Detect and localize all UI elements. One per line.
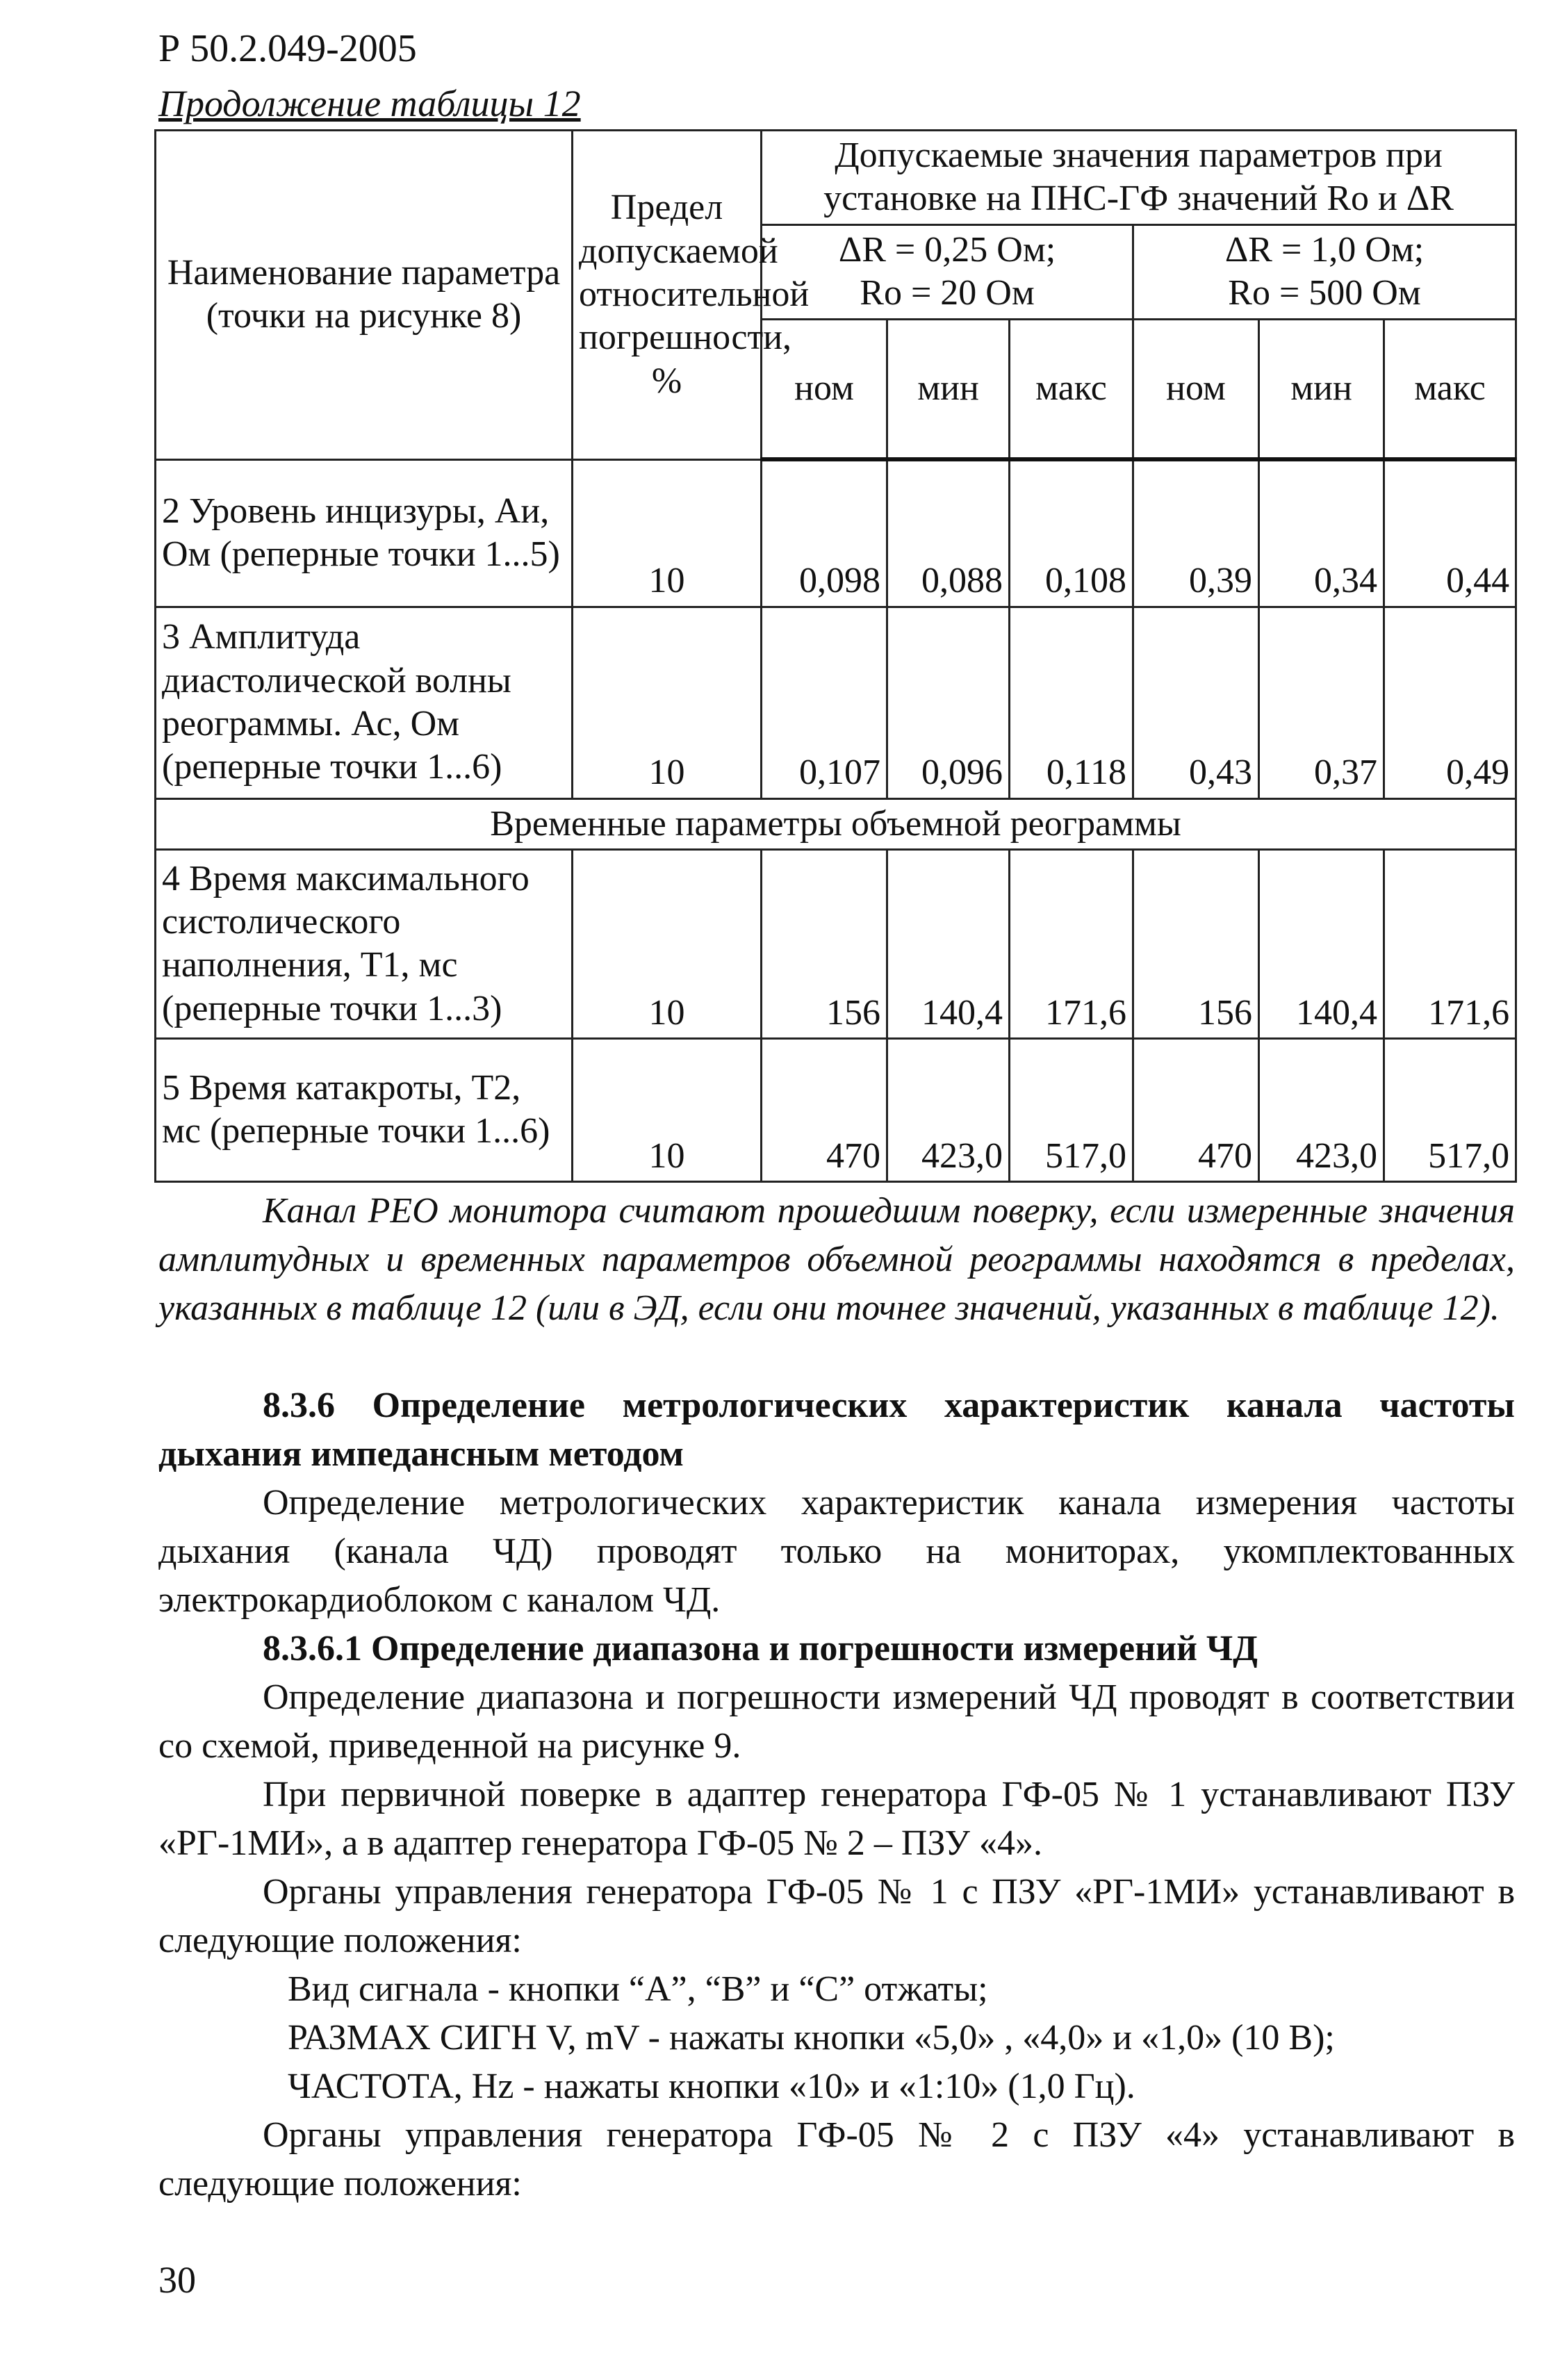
cell-value: 0,49 bbox=[1384, 607, 1516, 798]
cell-value: 0,096 bbox=[887, 607, 1010, 798]
list-item: Вид сигнала - кнопки “А”, “В” и “С” отжаты; bbox=[288, 1969, 988, 2009]
cell-value: 140,4 bbox=[1259, 849, 1384, 1038]
cell-value: 0,108 bbox=[1010, 459, 1133, 607]
cell-value: 171,6 bbox=[1010, 849, 1133, 1038]
cell-value: 0,098 bbox=[762, 459, 887, 607]
subheader-max-2: макс bbox=[1384, 319, 1516, 459]
cell-value: 0,43 bbox=[1133, 607, 1259, 798]
header-setting-2-line2: Ro = 500 Ом bbox=[1228, 273, 1421, 313]
row-name: 2 Уровень инцизуры, Аи, Ом (реперные точки 1...5) bbox=[156, 459, 573, 607]
section-8-3-6-title: 8.3.6 Определение метрологических характеристик канала частоты дыхания импедансным методом bbox=[158, 1386, 1515, 1474]
table-row bbox=[156, 1038, 1516, 1181]
cell-value: 0,39 bbox=[1133, 459, 1259, 607]
cell-value: 0,088 bbox=[887, 459, 1010, 607]
row-limit: 10 bbox=[573, 607, 762, 798]
row-name: 4 Время максимального систолического наполнения, Т1, мс (реперные точки 1...3) bbox=[156, 849, 573, 1038]
page-number: 30 bbox=[158, 2259, 196, 2301]
table-note: Канал РЕО монитора считают прошедшим поверку, если измеренные значения амплитудных и временных параметров объемной реограммы находятся в пределах, указанных в таблице 12 (или в ЭД, если они точнее значений, указанных в таблице 12). bbox=[158, 1191, 1515, 1328]
subheader-max-1: макс bbox=[1010, 319, 1133, 459]
header-setting-1 bbox=[762, 224, 1133, 319]
list-item: ЧАСТОТА, Hz - нажаты кнопки «10» и «1:10» (1,0 Гц). bbox=[288, 2067, 1135, 2106]
cell-value: 140,4 bbox=[887, 849, 1010, 1038]
cell-value: 423,0 bbox=[887, 1038, 1010, 1181]
cell-value: 470 bbox=[1133, 1038, 1259, 1181]
section-8-3-6-text: Определение метрологических характеристик канала измерения частоты дыхания (канала ЧД) проводят только на мониторах, укомплектованных электрокардиоблоком с каналом ЧД. bbox=[158, 1483, 1515, 1620]
row-name: 3 Амплитуда диастолической волны реограммы. Ас, Ом (реперные точки 1...6) bbox=[156, 607, 573, 798]
header-setting-1-line1: ΔR = 0,25 Ом; bbox=[838, 229, 1056, 270]
cell-value: 156 bbox=[762, 849, 887, 1038]
document-code: Р 50.2.049-2005 bbox=[158, 27, 417, 70]
subheader-min-2: мин bbox=[1259, 319, 1384, 459]
row-limit: 10 bbox=[573, 1038, 762, 1181]
cell-value: 423,0 bbox=[1259, 1038, 1384, 1181]
row-limit: 10 bbox=[573, 849, 762, 1038]
table-continuation-caption: Продолжение таблицы 12 bbox=[158, 83, 581, 124]
table-row bbox=[156, 607, 1516, 798]
table-section-row bbox=[156, 798, 1516, 849]
paragraph-3: Органы управления генератора ГФ-05 № 1 с ПЗУ «РГ-1МИ» устанавливают в следующие положения: bbox=[158, 1872, 1515, 1960]
subheader-min-1: мин bbox=[887, 319, 1010, 459]
header-setting-2-line1: ΔR = 1,0 Ом; bbox=[1224, 229, 1425, 270]
paragraph-2: При первичной поверке в адаптер генератора ГФ-05 № 1 устанавливают ПЗУ «РГ-1МИ», а в адаптер генератора ГФ-05 № 2 – ПЗУ «4». bbox=[158, 1775, 1515, 1863]
cell-value: 0,37 bbox=[1259, 607, 1384, 798]
paragraph-4: Органы управления генератора ГФ-05 № 2 с ПЗУ «4» устанавливают в следующие положения: bbox=[158, 2115, 1515, 2203]
cell-value: 0,118 bbox=[1010, 607, 1133, 798]
cell-value: 517,0 bbox=[1010, 1038, 1133, 1181]
section-title: Временные параметры объемной реограммы bbox=[156, 798, 1516, 849]
section-8-3-6-1-title: 8.3.6.1 Определение диапазона и погрешности измерений ЧД bbox=[263, 1629, 1258, 1668]
cell-value: 517,0 bbox=[1384, 1038, 1516, 1181]
cell-value: 0,34 bbox=[1259, 459, 1384, 607]
cell-value: 156 bbox=[1133, 849, 1259, 1038]
header-setting-2 bbox=[1133, 224, 1516, 319]
header-allowed-values: Допускаемые значения параметров при установке на ПНС-ГФ значений Ro и ΔR bbox=[762, 131, 1516, 225]
header-setting-1-line2: Ro = 20 Ом bbox=[860, 273, 1035, 313]
cell-value: 171,6 bbox=[1384, 849, 1516, 1038]
subheader-nom-2: ном bbox=[1133, 319, 1259, 459]
table-row bbox=[156, 849, 1516, 1038]
table-row bbox=[156, 459, 1516, 607]
list-item: РАЗМАХ СИГН V, mV - нажаты кнопки «5,0» , «4,0» и «1,0» (10 В); bbox=[288, 2018, 1335, 2058]
cell-value: 0,44 bbox=[1384, 459, 1516, 607]
cell-value: 470 bbox=[762, 1038, 887, 1181]
subheader-nom-1: ном bbox=[762, 319, 887, 459]
cell-value: 0,107 bbox=[762, 607, 887, 798]
paragraph-1: Определение диапазона и погрешности измерений ЧД проводят в соответствии со схемой, приведенной на рисунке 9. bbox=[158, 1677, 1515, 1766]
header-error-limit: Предел допускаемой относительной погрешности, % bbox=[573, 131, 762, 460]
parameters-table bbox=[154, 129, 1517, 1183]
row-limit: 10 bbox=[573, 459, 762, 607]
row-name: 5 Время катакроты, Т2, мс (реперные точки 1...6) bbox=[156, 1038, 573, 1181]
header-parameter-name: Наименование параметра (точки на рисунке 8) bbox=[156, 131, 573, 460]
